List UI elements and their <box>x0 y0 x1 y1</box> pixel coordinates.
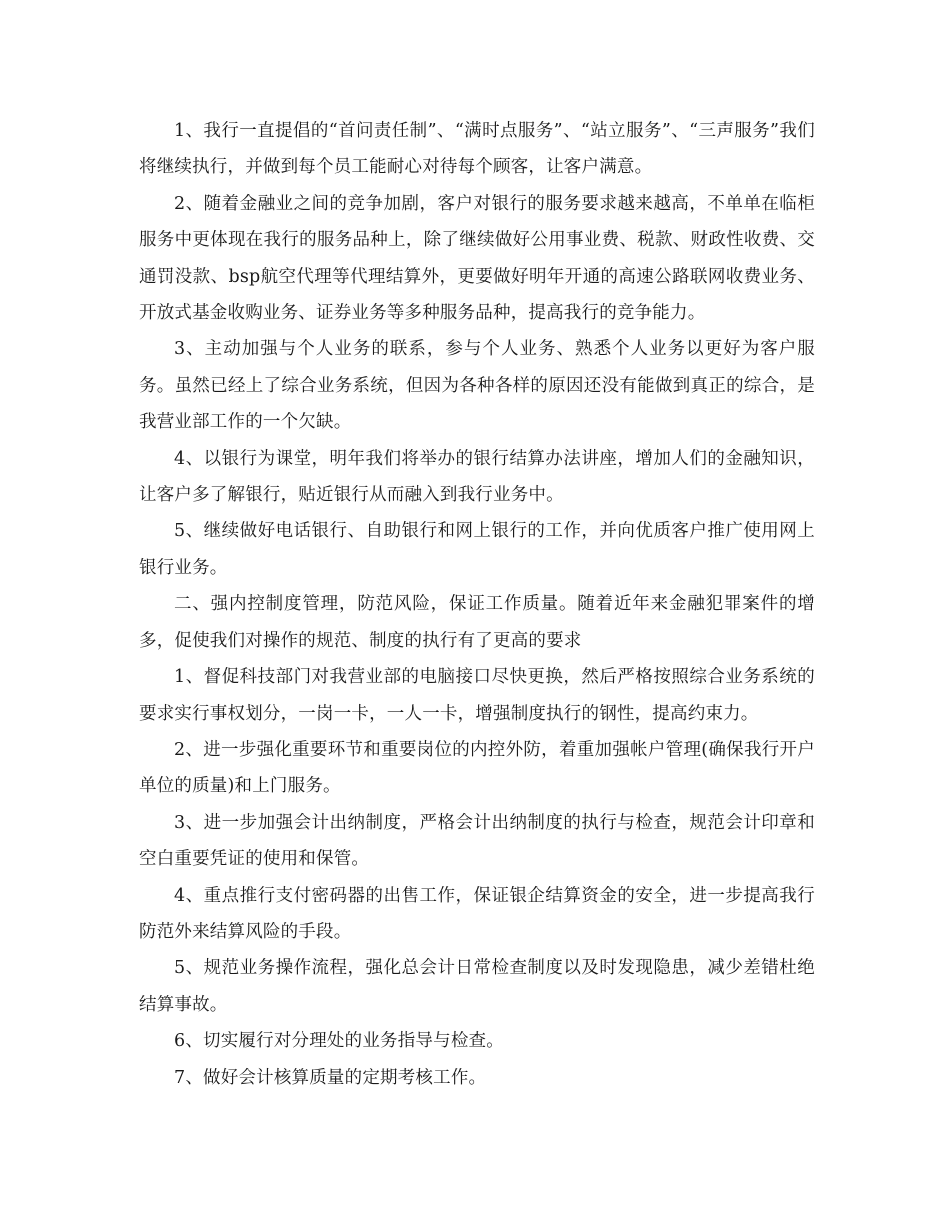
paragraph-service-1: 1、我行一直提倡的“首问责任制”、“满时点服务”、“站立服务”、“三声服务”我们将继续执行，并做到每个员工能耐心对待每个顾客，让客户满意。 <box>139 121 815 178</box>
paragraph-control-2: 2、进一步强化重要环节和重要岗位的内控外防，着重加强帐户管理(确保我行开户单位的质量)和上门服务。 <box>139 739 815 797</box>
paragraph-service-5: 5、继续做好电话银行、自助银行和网上银行的工作，并向优质客户推广使用网上银行业务。 <box>139 521 815 578</box>
paragraph-control-7: 7、做好会计核算质量的定期考核工作。 <box>174 1067 487 1088</box>
paragraph-control-6: 6、切实履行对分理处的业务指导与检查。 <box>174 1031 504 1052</box>
document-body <box>139 113 815 1096</box>
paragraph-service-2: 2、随着金融业之间的竞争加剧，客户对银行的服务要求越来越高，不单单在临柜服务中更体现在我行的服务品种上，除了继续做好公用事业费、税款、财政性收费、交通罚没款、bsp航空代理等代理结算外，更要做好明年开通的高速公路联网收费业务、开放式基金收购业务、证券业务等多种服务品种，提高我行的竞争能力。 <box>139 193 815 324</box>
paragraph-control-4: 4、重点推行支付密码器的出售工作，保证银企结算资金的安全，进一步提高我行防范外来结算风险的手段。 <box>139 885 815 942</box>
paragraph-control-5: 5、规范业务操作流程，强化总会计日常检查制度以及时发现隐患，减少差错杜绝结算事故。 <box>139 958 815 1015</box>
section-heading-internal-control: 二、强内控制度管理，防范风险，保证工作质量。随着近年来金融犯罪案件的增多，促使我们对操作的规范、制度的执行有了更高的要求 <box>139 594 815 651</box>
paragraph-control-1: 1、督促科技部门对我营业部的电脑接口尽快更换，然后严格按照综合业务系统的要求实行事权划分，一岗一卡，一人一卡，增强制度执行的钢性，提高约束力。 <box>139 667 815 724</box>
paragraph-control-3: 3、进一步加强会计出纳制度，严格会计出纳制度的执行与检查，规范会计印章和空白重要凭证的使用和保管。 <box>139 812 815 870</box>
paragraph-service-3: 3、主动加强与个人业务的联系，参与个人业务、熟悉个人业务以更好为客户服务。虽然已经上了综合业务系统，但因为各种各样的原因还没有能做到真正的综合，是我营业部工作的一个欠缺。 <box>139 339 815 433</box>
paragraph-service-4: 4、以银行为课堂，明年我们将举办的银行结算办法讲座，增加人们的金融知识，让客户多了解银行，贴近银行从而融入到我行业务中。 <box>139 448 815 506</box>
